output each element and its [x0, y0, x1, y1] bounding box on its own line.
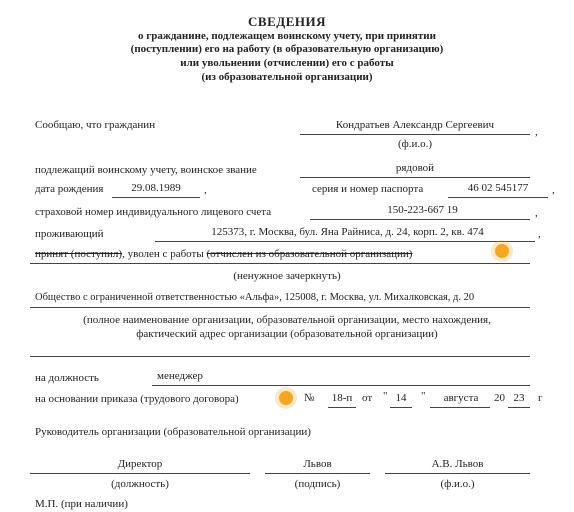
order-from-label: от [362, 392, 373, 404]
status-underline [30, 263, 530, 264]
full-name-underline [300, 134, 530, 135]
order-year-suffix: г [538, 392, 543, 404]
birth-label: дата рождения [35, 183, 104, 195]
organization-value: Общество с ограниченной ответственностью «Альфа», 125008, г. Москва, ул. Михалковская, д. 20 [35, 292, 475, 303]
military-label: подлежащий воинскому учету, воинское звание [35, 164, 257, 176]
head-position-value: Директор [117, 458, 163, 470]
comma-2: , [204, 184, 207, 196]
signature-caption: (подпись) [294, 478, 341, 490]
highlight-marker-order [279, 391, 293, 405]
comma-4: , [535, 207, 538, 219]
order-number-underline [328, 407, 356, 408]
header-line-4: (из образовательной организации) [201, 71, 373, 83]
fio-caption: (ф.и.о.) [397, 138, 433, 150]
birth-date-underline [112, 197, 200, 198]
order-year-underline [508, 407, 530, 408]
position-underline [152, 385, 530, 386]
passport-underline [448, 197, 548, 198]
header-line-2: (поступлении) его на работу (в образовательную организацию) [130, 43, 444, 55]
status-hired-struck: принят (поступил) [35, 248, 123, 260]
passport-value: 46 02 545177 [467, 182, 529, 194]
order-day-underline [390, 407, 412, 408]
head-signature-underline [265, 473, 370, 474]
stamp-label: М.П. (при наличии) [35, 498, 128, 510]
status-dismissed: , уволен с работы [122, 248, 204, 260]
comma-5: , [538, 228, 541, 240]
full-name-value: Кондратьев Александр Сергеевич [335, 119, 495, 131]
comma-3: , [552, 184, 555, 196]
snils-underline [310, 219, 530, 220]
blank-underline [30, 356, 530, 357]
head-signature-value: Львов [303, 458, 332, 470]
comma-1: , [535, 126, 538, 138]
order-day-value: 14 [395, 392, 407, 404]
head-position-underline [30, 473, 250, 474]
snils-value: 150-223-667 19 [387, 204, 458, 216]
strike-note: (ненужное зачеркнуть) [233, 270, 341, 282]
document-title: СВЕДЕНИЯ [248, 14, 326, 29]
passport-label: серия и номер паспорта [312, 183, 424, 195]
address-label: проживающий [35, 228, 104, 240]
order-number-value: 18-п [331, 392, 353, 404]
position-caption: (должность) [111, 478, 169, 490]
order-month-underline [430, 407, 490, 408]
status-expelled-struck: (отчислен из образовательной организации) [206, 248, 413, 260]
report-label: Сообщаю, что гражданин [35, 119, 156, 131]
address-underline [155, 241, 535, 242]
order-label: на основании приказа (трудового договора) [35, 393, 239, 405]
organization-underline [30, 307, 530, 308]
head-label: Руководитель организации (образовательной организации) [35, 426, 311, 438]
head-name-value: А.В. Львов [431, 458, 484, 470]
order-year-value: 23 [513, 392, 525, 404]
position-value: менеджер [157, 370, 203, 382]
birth-date-value: 29.08.1989 [131, 182, 181, 194]
name-caption: (ф.и.о.) [440, 478, 475, 490]
address-value: 125373, г. Москва, бул. Яна Райниса, д. 24, корп. 2, кв. 474 [211, 226, 484, 238]
rank-underline [300, 177, 530, 178]
highlight-marker-status [495, 244, 509, 258]
order-day-close-quote: " [421, 390, 426, 402]
head-name-underline [385, 473, 530, 474]
org-caption-2: фактический адрес организации (образовательной организации) [136, 328, 438, 340]
header-line-3: или увольнении (отчислении) его с работы [180, 57, 394, 69]
order-day-open-quote: " [383, 390, 388, 402]
org-caption-1: (полное наименование организации, образовательной организации, место нахождения, [83, 314, 491, 326]
position-label: на должность [35, 372, 99, 384]
snils-label: страховой номер индивидуального лицевого счета [35, 206, 272, 218]
status-line [35, 248, 412, 260]
header-line-1: о гражданине, подлежащем воинскому учету, при принятии [138, 30, 436, 42]
order-year-century: 20 [494, 392, 505, 404]
order-month-value: августа [443, 392, 479, 404]
order-number-sign: № [304, 392, 315, 404]
rank-value: рядовой [395, 162, 435, 174]
